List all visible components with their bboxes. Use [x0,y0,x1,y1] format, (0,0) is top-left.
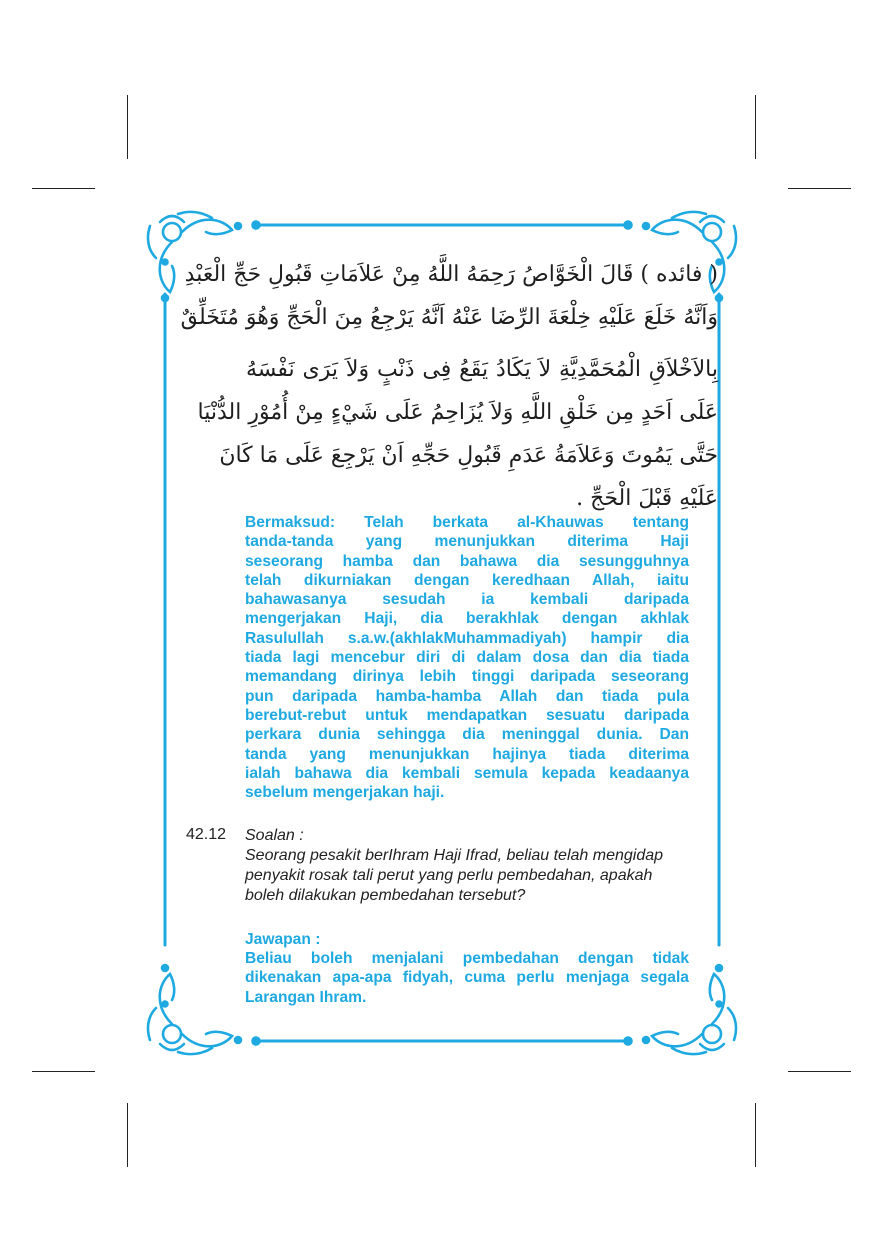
meaning-line: Rasulullah s.a.w.(akhlakMuhammadiyah) hampir dia [245,629,689,647]
question-block [245,826,691,906]
corner-ornament-bottom-left [148,965,260,1054]
meaning-line: tanda yang menunjukkan hajinya tiada diterima [245,745,689,763]
meaning-line: tanda-tanda yang menunjukkan diterima Haji [245,533,689,551]
arabic-text-block-2 [197,348,718,520]
question-number: 42.12 [186,826,227,843]
meaning-line: mengerjakan Haji, dia berakhlak dengan akhlak [245,610,689,628]
answer-block [245,949,689,1007]
arabic-line: بِالاَخْلاَقِ الْمُحَمَّدِيَّةِ لاَ يَكَادُ يَقَعُ فِى ذَنْبٍ وَلاَ يَرَى نَفْسَهُ [246,357,718,382]
answer-label: Jawapan : [245,931,321,948]
arabic-line: وَاَنَّهُ خَلَعَ عَلَيْهِ خِلْعَةَ الرِّضَا عَنْهُ اَنَّهُ يَرْجِعُ مِنَ الْحَجِّ وَهُوَ مُتَخَلِّقٌ [180,305,718,330]
question-line: penyakit rosak tali perut yang perlu pembedahan, apakah [245,867,653,884]
meaning-line: telah dikurniakan dengan keredhaan Allah, iaitu [245,571,689,589]
question-label: Soalan : [245,827,304,844]
arabic-line: ( فائده ) قَالَ الْخَوَّاصُ رَحِمَهُ اللَّهُ مِنْ عَلاَمَاتِ قَبُولِ حَجِّ الْعَبْدِ [184,262,718,287]
meaning-line: seseorang hamba dan bahawa dia sesungguhnya [245,552,689,570]
meaning-line: sebelum mengerjakan haji. [245,784,445,802]
meaning-line: ialah bahawa dia kembali semula kepada keadaanya [245,764,689,782]
answer-line: Beliau boleh menjalani pembedahan dengan tidak [245,950,689,967]
meaning-line: Bermaksud: Telah berkata al-Khauwas tentang [245,514,689,531]
arabic-line: حَتَّى يَمُوتَ وَعَلاَمَةُ عَدَمِ قَبُولِ حَجِّهِ اَنْ يَرْجِعَ عَلَى مَا كَانَ [219,443,718,468]
meaning-line: tiada lagi mencebur diri di dalam dosa dan dia tiada [245,649,689,667]
arabic-text-block-1 [180,253,718,339]
arabic-line: عَلَى اَحَدٍ مِن خَلْقِ اللَّهِ وَلاَ يُزَاحِمُ عَلَى شَيْءٍ مِنْ أُمُوْرِ الدُّنْيَا [197,400,718,425]
meaning-line: bahawasanya sesudah ia kembali daripada [245,591,689,609]
answer-line: Larangan Ihram. [245,988,367,1006]
meaning-line: memandang dirinya lebih tinggi daripada seseorang [245,668,689,686]
meaning-line: berebut-rebut untuk mendapatkan sesuatu daripada [245,706,689,724]
arabic-line: عَلَيْهِ قَبْلَ الْحَجِّ . [576,486,718,511]
answer-line: dikenakan apa-apa fidyah, cuma perlu menjaga segala [245,969,689,987]
question-line: Seorang pesakit berIhram Haji Ifrad, beliau telah mengidap [245,847,664,864]
meaning-line: perkara dunia sehingga dia meninggal dunia. Dan [245,726,689,744]
question-line: boleh dilakukan pembedahan tersebut? [245,887,526,904]
meaning-paragraph [245,513,689,802]
meaning-line: pun daripada hamba-hamba Allah dan tiada pula [245,687,689,705]
